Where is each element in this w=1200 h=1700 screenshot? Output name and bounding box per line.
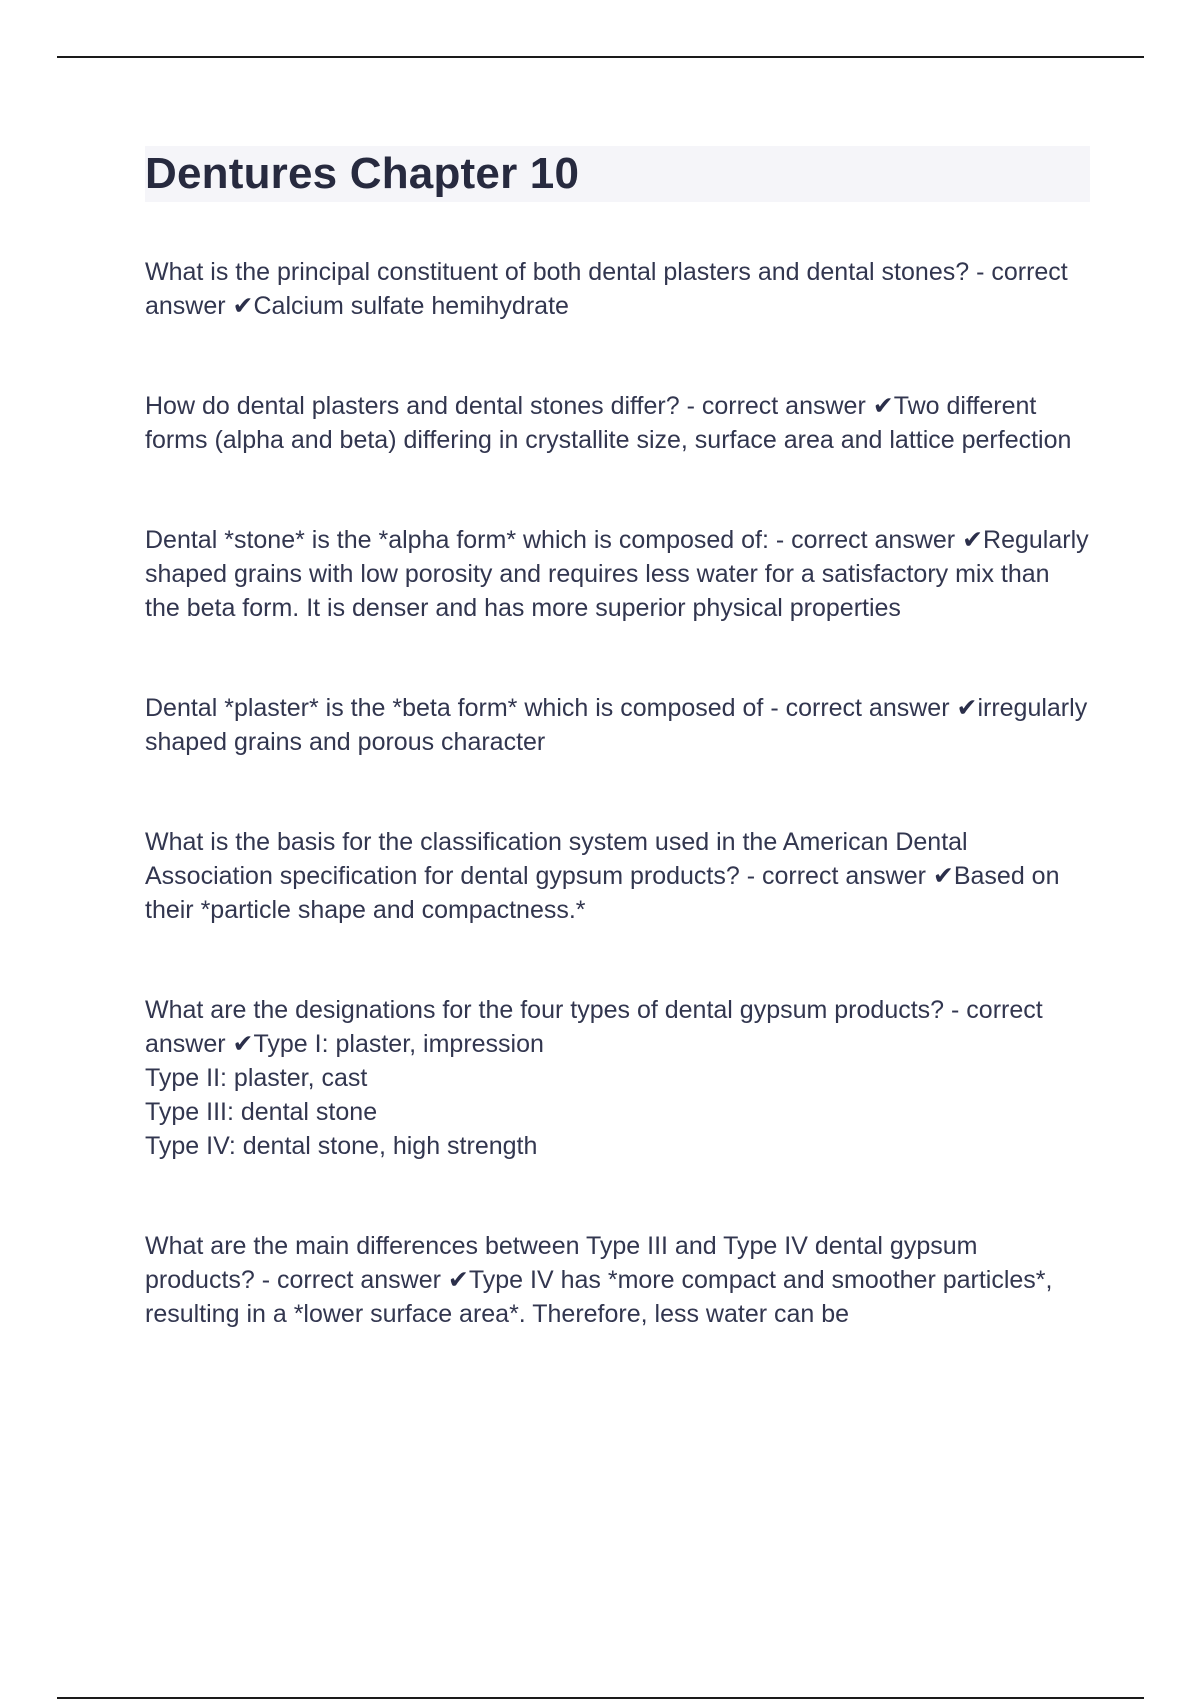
top-rule	[57, 56, 1144, 58]
answer-text: Based on their *particle shape and compactness.*	[145, 862, 1060, 924]
question-text: Dental *plaster* is the *beta form* which is composed of	[145, 694, 764, 722]
answer-text: Two different forms (alpha and beta) differing in crystallite size, surface area and lattice perfection	[145, 392, 1072, 454]
qa-item-7	[145, 1229, 1090, 1331]
bottom-rule	[57, 1697, 1144, 1699]
qa-item-5	[145, 825, 1090, 927]
answer-text: Calcium sulfate hemihydrate	[253, 292, 569, 320]
extra-line: Type II: plaster, cast	[145, 1064, 368, 1092]
question-text: What are the designations for the four types of dental gypsum products?	[145, 996, 945, 1024]
answer-prefix: - correct answer	[145, 996, 1043, 1058]
answer-text: Type IV has *more compact and smoother particles*, resulting in a *lower surface area*. Therefore, less water can be	[145, 1266, 1053, 1328]
answer-text: Regularly shaped grains with low porosity and requires less water for a satisfactory mix than the beta form. It is denser and has more superior physical properties	[145, 526, 1089, 622]
qa-item-3	[145, 523, 1090, 625]
answer-prefix: - correct answer	[746, 862, 933, 890]
check-icon: ✔	[962, 526, 984, 554]
check-icon: ✔	[932, 862, 954, 890]
title-band	[145, 146, 1090, 202]
check-icon: ✔	[956, 694, 978, 722]
check-icon: ✔	[232, 292, 254, 320]
answer-prefix: - correct answer	[770, 694, 957, 722]
extra-line: Type III: dental stone	[145, 1098, 378, 1126]
qa-item-4	[145, 691, 1090, 759]
question-text: Dental *stone* is the *alpha form* which is composed of:	[145, 526, 769, 554]
qa-item-6	[145, 993, 1090, 1163]
answer-prefix: - correct answer	[145, 258, 1068, 320]
answer-prefix: - correct answer	[775, 526, 963, 554]
question-text: How do dental plasters and dental stones differ?	[145, 392, 680, 420]
qa-item-2	[145, 389, 1090, 457]
answer-text: Type I: plaster, impression	[253, 1030, 544, 1058]
answer-prefix: - correct answer	[261, 1266, 448, 1294]
qa-item-1	[145, 255, 1090, 323]
question-text: What is the basis for the classification system used in the American Dental Association specification for dental gypsum products?	[145, 828, 968, 890]
question-text: What is the principal constituent of both dental plasters and dental stones?	[145, 258, 970, 286]
check-icon: ✔	[232, 1030, 254, 1058]
answer-prefix: - correct answer	[686, 392, 873, 420]
question-text: What are the main differences between Type III and Type IV dental gypsum products?	[145, 1232, 978, 1294]
extra-line: Type IV: dental stone, high strength	[145, 1132, 538, 1160]
document-body	[145, 146, 1090, 1331]
answer-text: irregularly shaped grains and porous character	[145, 694, 1088, 756]
check-icon: ✔	[447, 1266, 469, 1294]
page-title: Dentures Chapter 10	[145, 149, 580, 198]
check-icon: ✔	[872, 392, 894, 420]
